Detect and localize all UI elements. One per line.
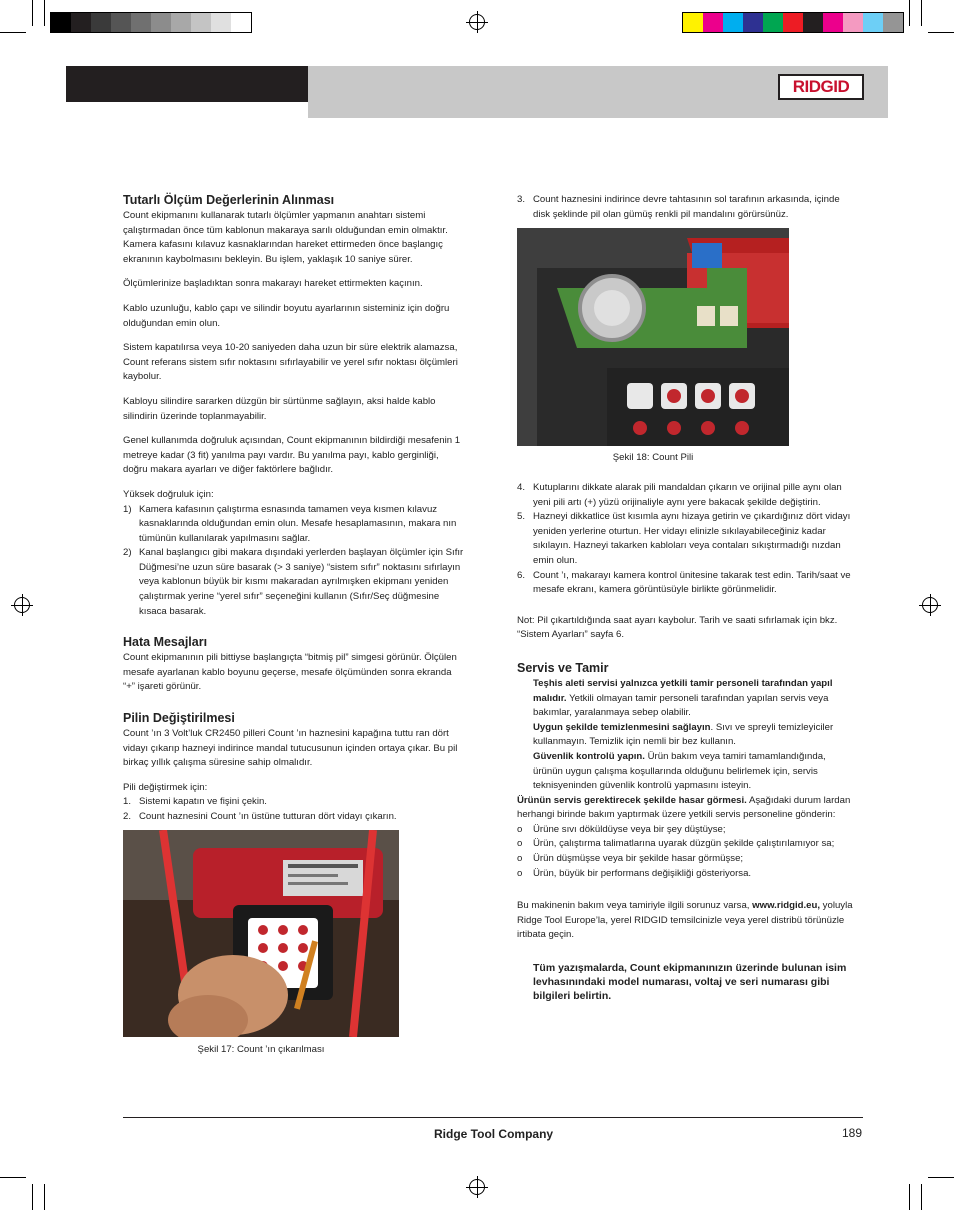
color-swatch xyxy=(743,13,763,32)
left-column xyxy=(123,193,465,835)
list-item: 3. Count haznesini indirince devre tahtasının sol tarafının arkasında, içinde disk şeklinde pil olan gümüş renkli pil mandalını görürsünüz. xyxy=(517,194,840,220)
figure-18-photo xyxy=(517,228,789,446)
list-item: o Ürün, büyük bir performans değişikliği gösteriyorsa. xyxy=(517,867,752,879)
note: Not: Pil çıkartıldığında saat ayarı kaybolur. Tarih ve saati sıfırlamak için bkz. “Sistem Ayarları” sayfa 6. xyxy=(517,614,838,641)
paragraph: Count ekipmanının pili bittiyse başlangıçta “bitmiş pil” simgesi görünür. Ölçülen mesafe ayarlanan kablo boyunu geçerse, mesafe ölçümünden sonra ekranda “+” işareti görünür. xyxy=(123,652,457,693)
color-swatch xyxy=(823,13,843,32)
section-title: Servis ve Tamir xyxy=(517,660,609,675)
crop-mark xyxy=(909,1184,910,1210)
header-dark-bar xyxy=(66,66,308,102)
list-item: 1) Kamera kafasının çalıştırma esnasında tamamen veya kısmen kılavuz kasnaklarında olduğundan emin olun. Mesafe hesaplamasının, makara nın tümünün kullanılarak yapılmasını sağlar. xyxy=(123,503,457,544)
service-paragraph: Teşhis aleti servisi yalnızca yetkili tamir personeli tarafından yapıl malıdır. Yetkili olmayan tamir personeli tarafından yapılan servis veya bakımlar, yaralanmaya sebep olabilir. xyxy=(533,677,833,719)
color-swatch xyxy=(843,13,863,32)
list-item: 4. Kutuplarını dikkate alarak pili mandaldan çıkarın ve orijinal pille aynı olan yeni pili artı (+) yüzü orijinaliyle aynı yere bakacak şekilde değiştirin. xyxy=(517,482,842,508)
service-paragraph: Uygun şekilde temizlenmesini sağlayın. Sıvı ve spreyli temizleyiciler kullanmayın. Temizlik için nemli bir bez kullanın. xyxy=(533,721,834,748)
list-item: 1. Sistemi kapatın ve fişini çekin. xyxy=(123,796,267,808)
color-swatch xyxy=(803,13,823,32)
figure-17-caption: Şekil 17: Count ’ın çıkarılması xyxy=(197,1044,325,1055)
list-item: 2) Kanal başlangıcı gibi makara dışındaki yerlerden başlayan ölçümler için Sıfır Düğmesi’ne uzun süre basarak (> 3 saniye) “sistem sıfır” noktasını sıfırlayın veya kablonun büyük bir kısmı makaradan ayrılmışken ekipmanı yeniden çalıştırmak yerine “yerel sıfır” seçeneğini kullanın (Sıfır/Seç düğmesine kısaca basarak. xyxy=(123,547,464,617)
registration-mark-icon xyxy=(14,597,30,613)
numbered-list xyxy=(517,481,857,598)
paragraph: Count ekipmanını kullanarak tutarlı ölçümler yapmanın anahtarı sistemi çalıştırmadan önce tüm kablonun makaraya sarılı olduğundan emin olmaktır. Kamera kafasını kılavuz kasnaklarından hareket ettirmeden önce başlangıç ekranının kaybolmasını bekleyin. Bu işlem, yaklaşık 10 saniye sürer. xyxy=(123,210,448,265)
crop-mark xyxy=(0,1177,26,1178)
paragraph: Kabloyu silindire sararken düzgün bir sürtünme sağlayın, aksi halde kablo silindirin üzerinde toplanmayabilir. xyxy=(123,395,436,422)
color-swatch xyxy=(763,13,783,32)
section-title: Hata Mesajları xyxy=(123,635,208,650)
service-paragraph: Güvenlik kontrolü yapın. Ürün bakım veya tamiri tamamlandığında, ürünün uygun çalışma koşullarında olduğunu belirlemek için, servis teknisyeninden güvenlik kontrolü yapmasını isteyin. xyxy=(533,750,826,792)
crop-mark xyxy=(909,0,910,26)
right-column xyxy=(517,193,857,222)
crop-mark xyxy=(928,1177,954,1178)
color-swatch xyxy=(151,13,171,32)
list-item: o Ürün düşmüşse veya bir şekilde hasar görmüşse; xyxy=(517,853,744,865)
color-swatch xyxy=(51,13,71,32)
crop-mark xyxy=(32,1184,33,1210)
paragraph: Sistem kapatılırsa veya 10-20 saniyeden daha uzun bir süre elektrik alamazsa, Count referans sistem sıfır noktasını sıfırlayabilir ve yerel sıfır noktası ölçümleri kaybolur. xyxy=(123,342,458,383)
list-item: 5. Hazneyi dikkatlice üst kısımla aynı hizaya getirin ve çıkardığınız dört vidayı yeniden yerlerine oturtun. Her vidayı elinizle sıkılayabileceğiniz kadar sıkılayın. Hazneyi takarken kabloları veya contaları sıkıştırmadığı nızdan emin olun. xyxy=(517,511,851,566)
list-item: 6. Count ’ı, makarayı kamera kontrol ünitesine takarak test edin. Tarih/saat ve mesafe ekranı, kamera görüntüsüyle birlikte görünmelidir. xyxy=(517,569,851,596)
color-swatch xyxy=(783,13,803,32)
color-swatch xyxy=(191,13,211,32)
paragraph: Ölçümlerinize başladıktan sonra makarayı hareket ettirmekten kaçının. xyxy=(123,278,423,290)
paragraph: Pili değiştirmek için: xyxy=(123,781,208,793)
color-swatch xyxy=(171,13,191,32)
ridgid-logo: RIDGID xyxy=(778,74,864,100)
crop-mark xyxy=(928,32,954,33)
color-swatch xyxy=(111,13,131,32)
crop-mark xyxy=(921,1184,922,1210)
section-title: Pilin Değiştirilmesi xyxy=(123,711,235,726)
color-swatch xyxy=(723,13,743,32)
registration-mark-icon xyxy=(469,14,485,30)
crop-mark xyxy=(32,0,33,26)
paragraph: Count ’ın 3 Volt’luk CR2450 pilleri Count ’ın haznesini kapağına tuttu ran dört vidayı çıkarıp hazneyi indirince mandal tutucusunun içinden ortaya çıkar. Bu pil birkaç yıllık çalışma süresine sahip olmalıdır. xyxy=(123,728,458,769)
color-swatch xyxy=(703,13,723,32)
photo-illustration xyxy=(517,228,789,446)
color-swatch xyxy=(883,13,903,32)
registration-mark-icon xyxy=(922,597,938,613)
photo-illustration xyxy=(123,830,399,1037)
crop-mark xyxy=(44,0,45,26)
color-swatch xyxy=(71,13,91,32)
right-column-lower xyxy=(517,481,857,1003)
paragraph: Yüksek doğruluk için: xyxy=(123,488,214,500)
crop-mark xyxy=(921,0,922,26)
paragraph: Genel kullanımda doğruluk açısından, Count ekipmanının bildirdiği mesafenin 1 metreye kadar (3 fit) yanılma payı vardır. Bu yanılma payı, kablo gerginliği, doğru makara ayarları ve diğer faktörlere bağlıdır. xyxy=(123,435,461,476)
list-item: 2. Count haznesini Count ’ın üstüne tutturan dört vidayı çıkarın. xyxy=(123,811,397,822)
crop-mark xyxy=(44,1184,45,1210)
color-swatch xyxy=(131,13,151,32)
page-number: 189 xyxy=(842,1126,863,1140)
list-item: o Ürüne sıvı döküldüyse veya bir şey düştüyse; xyxy=(517,823,726,835)
list-item: o Ürün, çalıştırma talimatlarına uyarak düzgün şekilde çalıştırılamıyor sa; xyxy=(517,838,835,850)
contact-paragraph: Bu makinenin bakım veya tamiriyle ilgili sorunuz varsa, www.ridgid.eu, yoluyla Ridge Tool Europe’la, yerel RIDGID temsilcinizle veya yerel distribü törünüzle irtibata geçin. xyxy=(517,900,853,941)
color-swatch xyxy=(863,13,883,32)
numbered-list xyxy=(123,795,465,824)
color-swatch xyxy=(683,13,703,32)
color-swatch xyxy=(211,13,231,32)
section-title: Tutarlı Ölçüm Değerlerinin Alınması xyxy=(123,193,335,207)
color-swatch xyxy=(91,13,111,32)
greyscale-color-bar xyxy=(50,12,252,33)
paragraph: Kablo uzunluğu, kablo çapı ve silindir boyutu ayarlarının sisteminiz için doğru olduğundan emin olun. xyxy=(123,302,450,329)
figure-17-photo xyxy=(123,830,399,1037)
service-paragraph: Ürünün servis gerektirecek şekilde hasar görmesi. Aşağıdaki durum lardan herhangi birinde bakım yaptırmak üzere yetkili servis personeline gönderin: xyxy=(517,794,851,821)
crop-mark xyxy=(0,32,26,33)
bullet-list xyxy=(517,823,857,881)
bold-notice: Tüm yazışmalarda, Count ekipmanınızın üzerinde bulunan isim levhasınındaki model numarası, voltaj ve seri numarası gibi bilgileri belirtin. xyxy=(533,962,847,1003)
website-link[interactable]: www.ridgid.eu, xyxy=(752,900,821,912)
registration-mark-icon xyxy=(469,1179,485,1195)
footer-company: Ridge Tool Company xyxy=(434,1127,554,1141)
process-color-bar xyxy=(682,12,904,33)
figure-18-caption: Şekil 18: Count Pili xyxy=(612,452,694,463)
footer-rule xyxy=(123,1117,863,1118)
color-swatch xyxy=(231,13,251,32)
numbered-list xyxy=(123,503,465,620)
